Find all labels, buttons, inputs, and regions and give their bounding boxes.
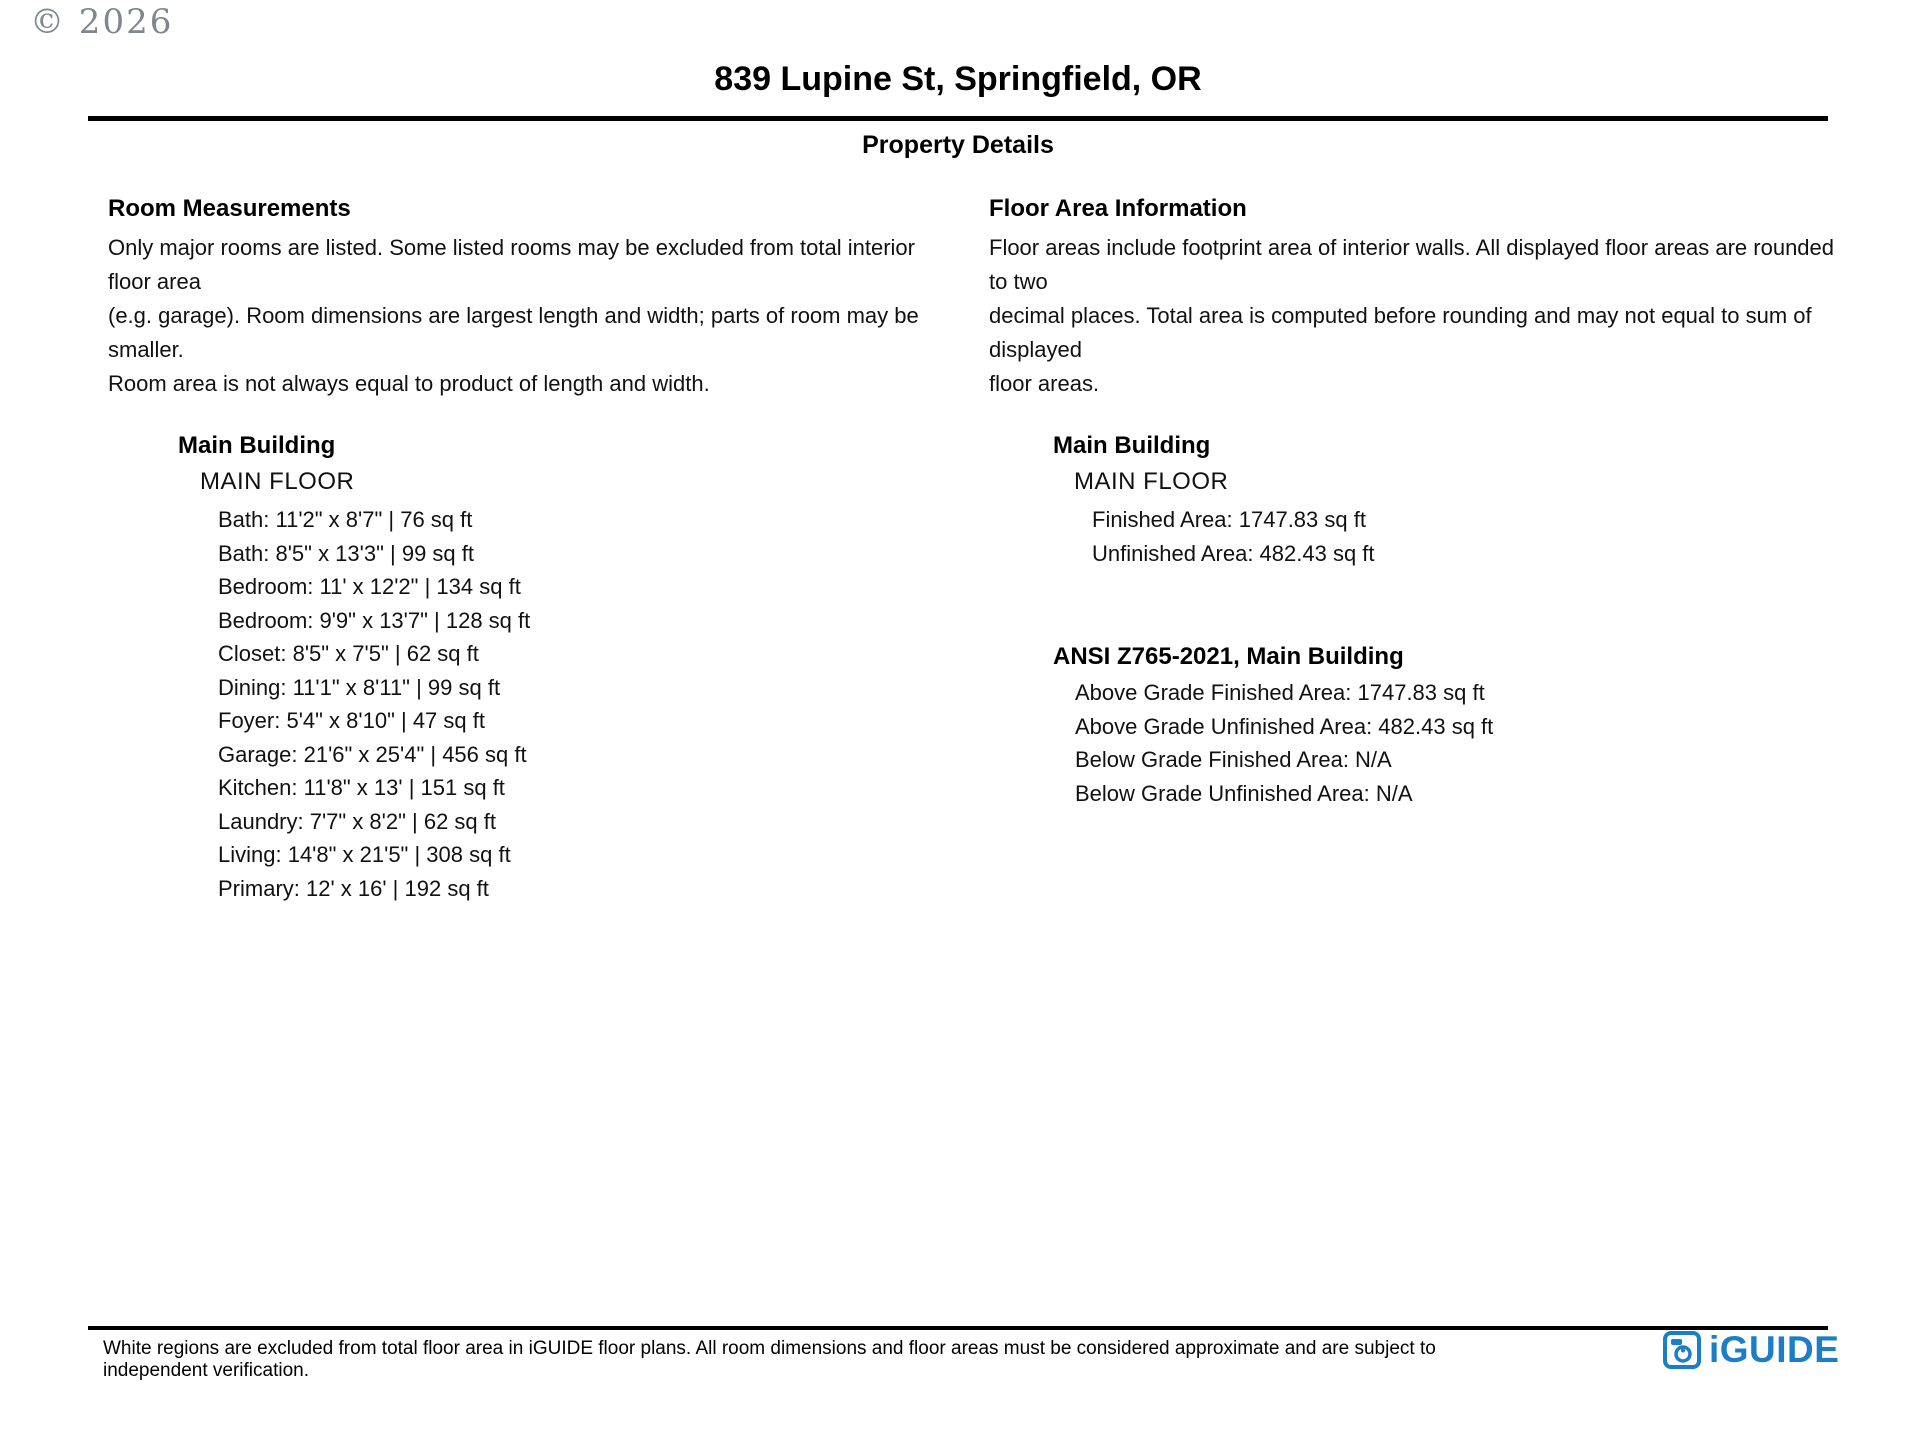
- room-measurements-section: [108, 195, 948, 905]
- floor-area-section: [989, 195, 1839, 810]
- room-item: Bath: 11'2" x 8'7" | 76 sq ft: [218, 507, 473, 532]
- room-measurements-heading: Room Measurements: [108, 195, 351, 222]
- area-item: Unfinished Area: 482.43 sq ft: [1092, 540, 1375, 566]
- footer-disclaimer: White regions are excluded from total floor area in iGUIDE floor plans. All room dimensions and floor areas must be considered approximate and are subject to independent verification.: [103, 1338, 1436, 1381]
- room-item: Primary: 12' x 16' | 192 sq ft: [218, 875, 489, 901]
- main-building-areas: [989, 431, 1839, 570]
- room-item: Kitchen: 11'8" x 13' | 151 sq ft: [218, 775, 505, 800]
- floor-area-heading: Floor Area Information: [989, 195, 1247, 222]
- room-item: Laundry: 7'7" x 8'2" | 62 sq ft: [218, 808, 497, 834]
- room-item: Foyer: 5'4" x 8'10" | 47 sq ft: [218, 708, 485, 733]
- ansi-item: Above Grade Finished Area: 1747.83 sq ft: [1075, 680, 1485, 705]
- title-divider: [88, 116, 1828, 121]
- room-item: Closet: 8'5" x 7'5" | 62 sq ft: [218, 641, 479, 666]
- room-item: Garage: 21'6" x 25'4" | 456 sq ft: [218, 741, 527, 767]
- copyright-notice: © 2026: [30, 2, 174, 42]
- footer-divider: [88, 1326, 1828, 1330]
- floor-area-description: [989, 231, 1839, 401]
- description-line: floor areas.: [989, 371, 1100, 396]
- area-item: Finished Area: 1747.83 sq ft: [1092, 507, 1366, 532]
- area-list: [1092, 503, 1839, 570]
- room-item: Bedroom: 9'9" x 13'7" | 128 sq ft: [218, 607, 531, 633]
- room-item: Dining: 11'1" x 8'11" | 99 sq ft: [218, 674, 501, 700]
- camera-icon: [1662, 1330, 1702, 1370]
- ansi-heading: ANSI Z765-2021, Main Building: [1053, 643, 1404, 670]
- main-building-rooms: [108, 431, 948, 905]
- description-line: Floor areas include footprint area of interior walls. All displayed floor areas are rounded to two: [989, 235, 1835, 294]
- iguide-logo: [1662, 1330, 1839, 1370]
- page-subtitle: Property Details: [862, 131, 1054, 159]
- ansi-section: [989, 642, 1839, 810]
- floor-name: MAIN FLOOR: [200, 468, 355, 495]
- room-list: [218, 503, 948, 905]
- description-line: Only major rooms are listed. Some listed rooms may be excluded from total interior floor area: [108, 235, 915, 294]
- room-item: Bedroom: 11' x 12'2" | 134 sq ft: [218, 574, 521, 599]
- ansi-list: [1075, 676, 1839, 810]
- room-item: Living: 14'8" x 21'5" | 308 sq ft: [218, 842, 511, 867]
- page-title: 839 Lupine St, Springfield, OR: [714, 60, 1202, 98]
- building-name: Main Building: [1053, 432, 1211, 459]
- ansi-item: Below Grade Unfinished Area: N/A: [1075, 780, 1413, 806]
- ansi-item: Below Grade Finished Area: N/A: [1075, 747, 1392, 772]
- ansi-item: Above Grade Unfinished Area: 482.43 sq ft: [1075, 713, 1494, 739]
- description-line: decimal places. Total area is computed before rounding and may not equal to sum of displayed: [989, 303, 1812, 362]
- floor-name: MAIN FLOOR: [1074, 468, 1229, 495]
- building-name: Main Building: [178, 432, 336, 459]
- iguide-logo-text: iGUIDE: [1709, 1329, 1840, 1370]
- room-item: Bath: 8'5" x 13'3" | 99 sq ft: [218, 540, 474, 566]
- description-line: Room area is not always equal to product of length and width.: [108, 371, 710, 396]
- room-measurements-description: [108, 231, 948, 401]
- description-line: (e.g. garage). Room dimensions are largest length and width; parts of room may be smaller.: [108, 303, 919, 362]
